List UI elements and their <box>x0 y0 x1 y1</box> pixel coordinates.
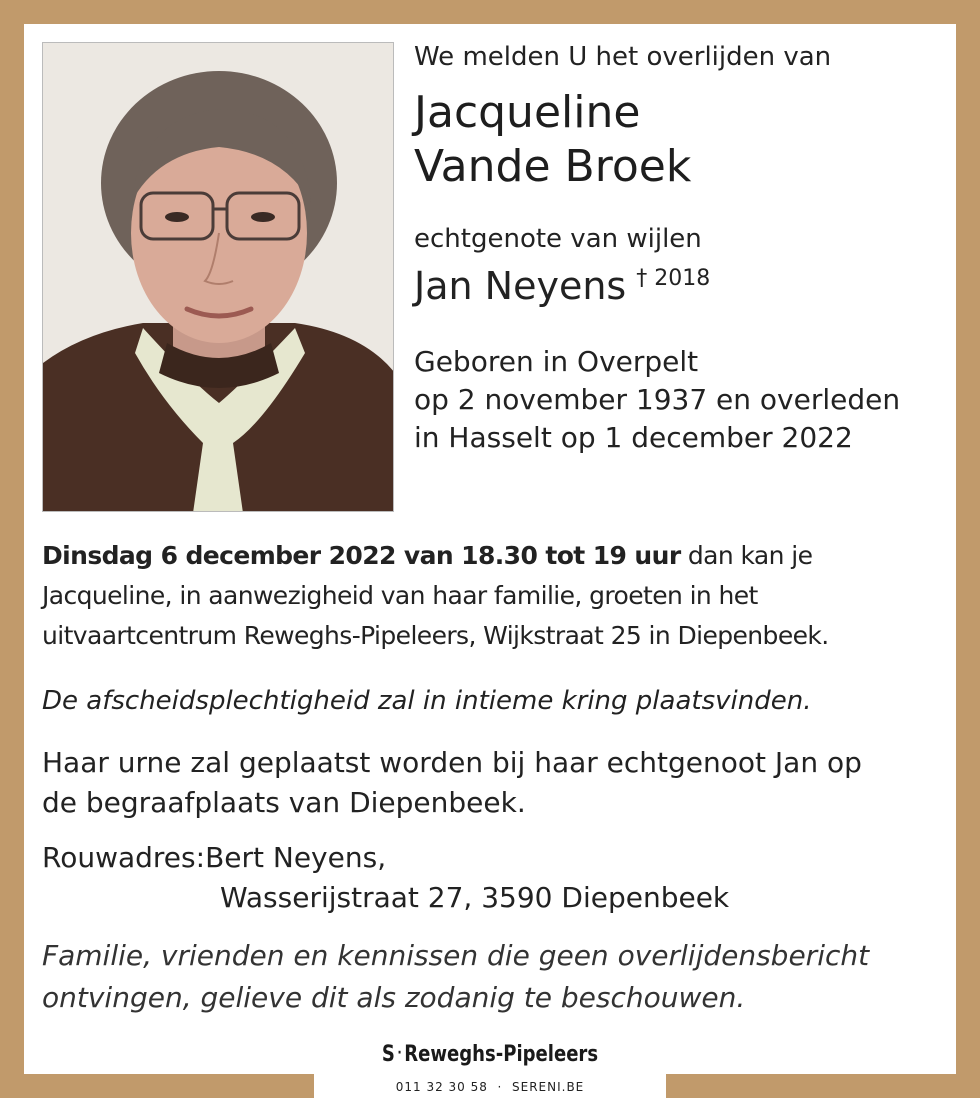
deceased-first-name: Jacqueline <box>414 87 641 138</box>
spouse-death-mark: † 2018 <box>636 266 711 291</box>
notice-line-1: Familie, vrienden en kennissen die geen overlijdensbericht <box>42 939 870 972</box>
spouse-name-line <box>414 262 954 317</box>
portrait-photo <box>42 42 394 512</box>
urn-paragraph <box>42 743 942 823</box>
ceremony-text: De afscheidsplechtigheid zal in intieme kring plaatsvinden. <box>42 686 812 716</box>
funeral-home-contact <box>314 1080 666 1094</box>
deceased-name <box>414 86 954 194</box>
death-line: in Hasselt op 1 december 2022 <box>414 421 853 454</box>
mourning-address <box>42 838 942 918</box>
funeral-home-logo <box>346 1042 635 1067</box>
mourning-address-name: Bert Neyens, <box>205 841 387 874</box>
header-block <box>414 40 954 457</box>
intro-text: We melden U het overlijden van <box>414 42 832 72</box>
visitation-text-3: uitvaartcentrum Reweghs-Pipeleers, Wijkstraat 25 in Diepenbeek. <box>42 621 829 650</box>
funeral-home-phone: 011 32 30 58 <box>395 1080 488 1094</box>
urn-line-1: Haar urne zal geplaatst worden bij haar echtgenoot Jan op <box>42 746 862 779</box>
urn-line-2: de begraafplaats van Diepenbeek. <box>42 786 526 819</box>
birth-date-line: op 2 november 1937 en overleden <box>414 383 901 416</box>
spouse-name: Jan Neyens <box>414 264 627 308</box>
birth-line: Geboren in Overpelt <box>414 345 699 378</box>
contact-separator: · <box>497 1080 503 1094</box>
spouse-prefix: echtgenote van wijlen <box>414 224 702 254</box>
birth-death-info <box>414 343 954 457</box>
visitation-datetime: Dinsdag 6 december 2022 van 18.30 tot 19 uur <box>42 541 681 570</box>
notice-line-2: ontvingen, gelieve dit als zodanig te beschouwen. <box>42 981 746 1014</box>
visitation-text-1: dan kan je <box>680 541 813 570</box>
mourning-address-label: Rouwadres: <box>42 841 206 874</box>
visitation-paragraph <box>42 536 942 656</box>
funeral-home-website: SERENI.BE <box>512 1080 585 1094</box>
logo-dot: · <box>397 1045 402 1061</box>
visitation-text-2: Jacqueline, in aanwezigheid van haar familie, groeten in het <box>42 581 758 610</box>
notice-paragraph <box>42 935 942 1019</box>
funeral-home-name: Reweghs-Pipeleers <box>404 1042 599 1067</box>
logo-mark: S <box>381 1042 395 1067</box>
mourning-address-street: Wasserijstraat 27, 3590 Diepenbeek <box>220 881 730 914</box>
deceased-last-name: Vande Broek <box>414 141 692 192</box>
